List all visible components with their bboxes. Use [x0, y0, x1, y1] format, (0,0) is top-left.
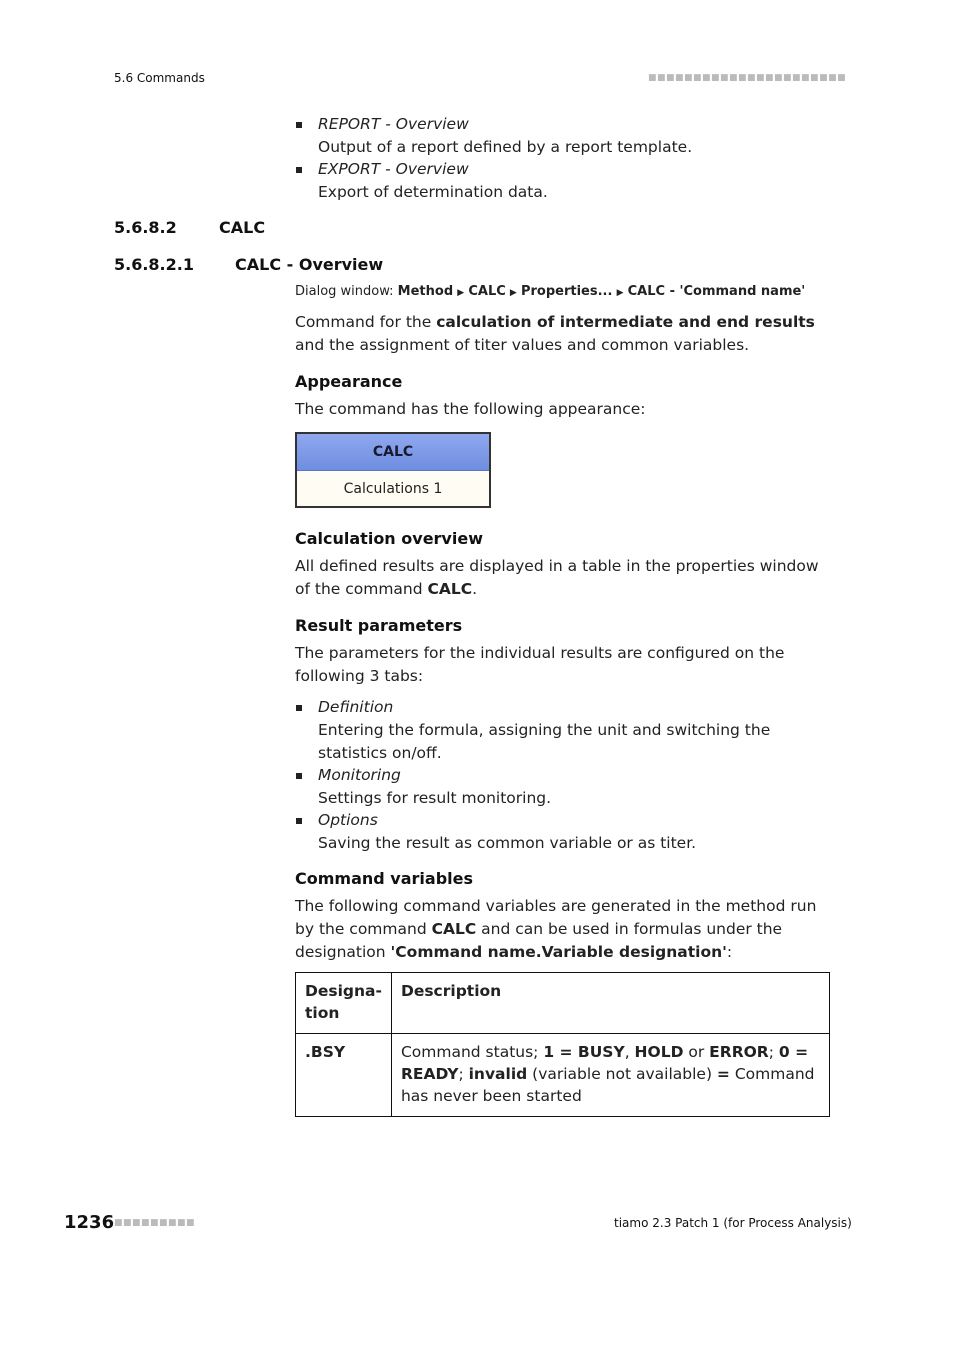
dialog-path-prefix: Dialog window: [295, 284, 398, 299]
list-item [296, 158, 836, 204]
description-fragment: ; [458, 1065, 469, 1083]
command-vars-text: The following command variables are generated in the method run by the command [295, 897, 817, 938]
description-fragment: Command has never been started [400, 1065, 815, 1105]
list-item-title: REPORT - Overview [318, 115, 469, 133]
description-fragment: (variable not available) [527, 1065, 717, 1083]
table-cell-designation: .BSY [296, 1034, 392, 1117]
list-item-desc: Export of determination data. [318, 183, 548, 201]
command-block-title: CALC [297, 434, 489, 471]
intro-text: and the assignment of titer values and common variables. [295, 336, 750, 354]
list-item-desc: Output of a report defined by a report template. [318, 138, 693, 156]
dialog-path [295, 284, 805, 299]
description-fragment: ; [768, 1043, 779, 1061]
description-fragment: Command status; [400, 1043, 544, 1061]
table-header-row [296, 973, 830, 1034]
result-params-heading: Result parameters [295, 616, 463, 635]
description-fragment: 1 = BUSY [543, 1043, 625, 1061]
bullet-icon [296, 122, 302, 128]
footer-dots: ■■■■■■■■■ [114, 1218, 196, 1228]
dialog-path-part: Method [397, 284, 454, 299]
list-item-desc: Entering the formula, assigning the unit and switching the statistics on/off. [318, 721, 771, 762]
list-item-title: EXPORT - Overview [318, 160, 469, 178]
list-item [296, 113, 836, 159]
calc-overview-text: . [472, 580, 478, 598]
result-params-text: The parameters for the individual results are configured on the following 3 tabs: [295, 644, 785, 685]
arrow-right-icon: ▶ [457, 288, 465, 298]
dialog-path-part: Properties... [520, 284, 613, 299]
calc-overview-text: All defined results are displayed in a table in the properties window of the command [295, 557, 819, 598]
table-cell-description [391, 1034, 829, 1117]
list-item [296, 696, 831, 765]
running-header-dots: ■■■■■■■■■■■■■■■■■■■■■■ [648, 73, 847, 83]
description-fragment: invalid [468, 1065, 528, 1083]
subsection-number: 5.6.8.2.1 [114, 255, 194, 274]
description-fragment: or [683, 1043, 710, 1061]
table-header-designation: Designa- tion [296, 973, 392, 1034]
list-item-title: Options [318, 811, 378, 829]
arrow-right-icon: ▶ [616, 288, 624, 298]
intro-paragraph [295, 311, 830, 357]
dialog-path-part: CALC - 'Command name' [627, 284, 806, 299]
section-title: CALC [219, 218, 266, 237]
list-item [296, 809, 831, 855]
description-fragment: 0 = READY [400, 1043, 809, 1083]
bullet-icon [296, 167, 302, 173]
page-number: 1236 [64, 1212, 115, 1233]
arrow-right-icon: ▶ [509, 288, 517, 298]
calc-overview-heading: Calculation overview [295, 529, 483, 548]
command-vars-heading: Command variables [295, 869, 473, 888]
command-vars-bold: 'Command name.Variable designation' [390, 943, 727, 961]
variables-table [295, 972, 830, 1117]
subsection-title: CALC - Overview [235, 255, 384, 274]
footer-product: tiamo 2.3 Patch 1 (for Process Analysis) [614, 1216, 852, 1230]
command-block-subtitle: Calculations 1 [297, 471, 489, 506]
list-item-title: Monitoring [318, 766, 401, 784]
bullet-icon [296, 773, 302, 779]
description-fragment: = [716, 1065, 730, 1083]
description-fragment: HOLD [634, 1043, 684, 1061]
intro-text: Command for the [295, 313, 437, 331]
list-item-desc: Saving the result as common variable or as titer. [318, 834, 697, 852]
list-item [296, 764, 831, 810]
command-vars-text: : [726, 943, 733, 961]
command-vars-bold: CALC [431, 920, 477, 938]
appearance-text: The command has the following appearance: [295, 400, 646, 418]
running-header-section: 5.6 Commands [114, 71, 205, 85]
calc-overview-bold: CALC [427, 580, 473, 598]
list-item-desc: Settings for result monitoring. [318, 789, 552, 807]
calc-overview-paragraph [295, 555, 830, 601]
command-vars-paragraph [295, 895, 830, 964]
bullet-icon [296, 818, 302, 824]
description-fragment: ERROR [709, 1043, 769, 1061]
bullet-icon [296, 705, 302, 711]
command-block [295, 432, 491, 508]
section-number: 5.6.8.2 [114, 218, 177, 237]
table-header-description: Description [391, 973, 829, 1034]
description-fragment: , [624, 1043, 635, 1061]
appearance-heading: Appearance [295, 372, 403, 391]
table-row [296, 1034, 830, 1117]
intro-bold: calculation of intermediate and end results [436, 313, 815, 331]
command-vars-text: and can be used in formulas under the designation [295, 920, 783, 961]
list-item-title: Definition [318, 698, 394, 716]
dialog-path-part: CALC [468, 284, 506, 299]
